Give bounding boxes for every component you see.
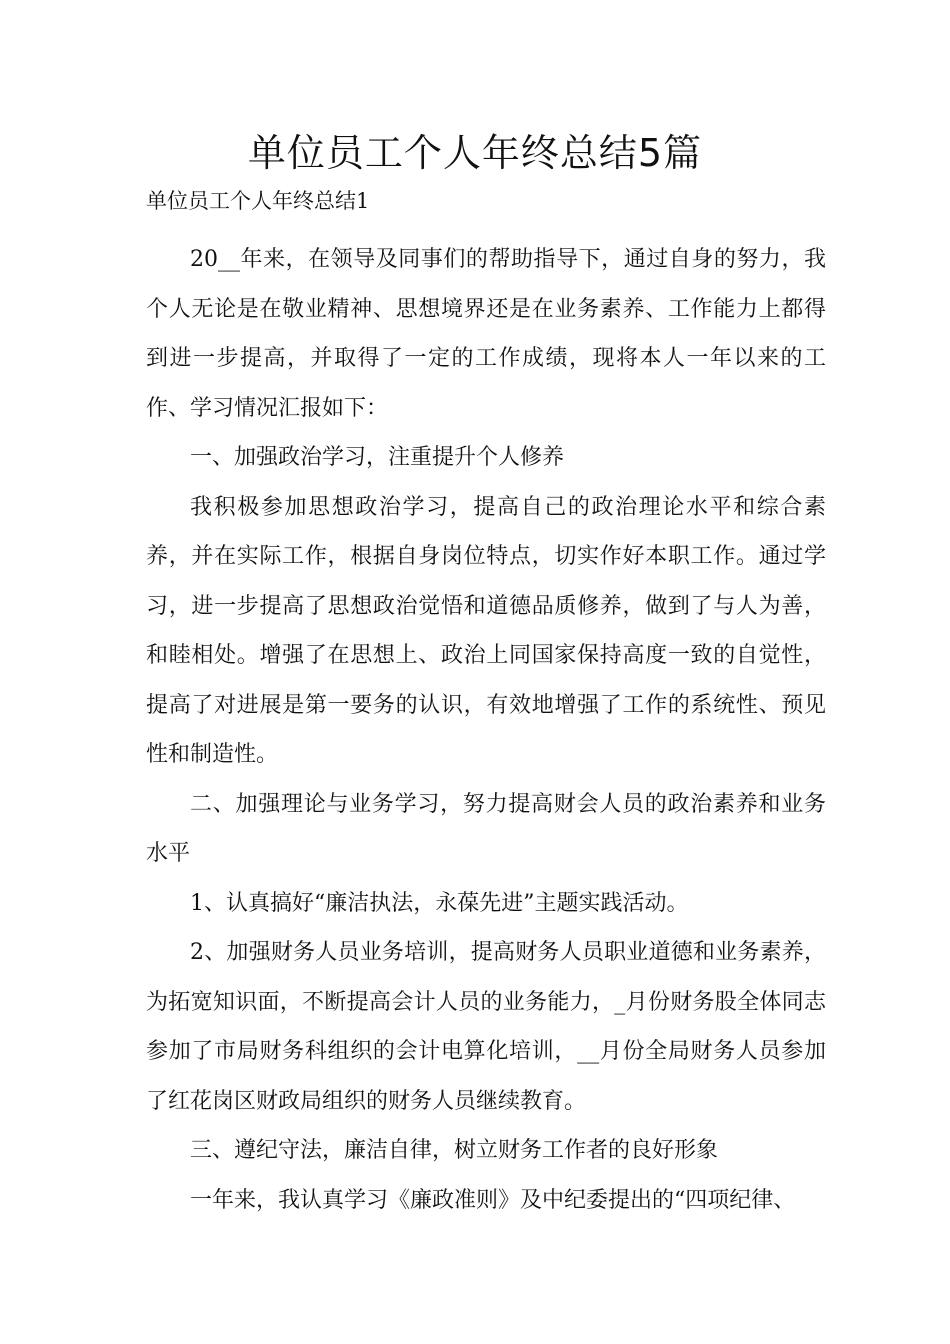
document-title: 单位员工个人年终总结5篇 (247, 131, 703, 175)
section-heading-1: 一、加强政治学习，注重提升个人修养 (190, 445, 565, 470)
section-paragraph-1: 我积极参加思想政治学习，提高自己的政治理论水平和综合素养，并在实际工作，根据自身岗位特点，切实作好本职工作。通过学习，进一步提高了思想政治觉悟和道德品质修养，做到了与人为善，和睦相处。增强了在思想上、政治上同国家保持高度一致的自觉性，提高了对进展是第一要务的认识，有效地增强了工作的系统性、预见性和制造性。 (146, 494, 826, 767)
section-heading-2: 二、加强理论与业务学习，努力提高财会人员的政治素养和业务水平 (146, 791, 826, 866)
document-body (146, 235, 826, 1225)
document-subtitle: 单位员工个人年终总结1 (146, 189, 370, 213)
section-heading-3: 三、遵纪守法，廉洁自律，树立财务工作者的良好形象 (190, 1138, 719, 1163)
intro-paragraph: 20__年来，在领导及同事们的帮助指导下，通过自身的努力，我个人无论是在敬业精神、思想境界还是在业务素养、工作能力上都得到进一步提高，并取得了一定的工作成绩，现将本人一年以来的工作、学习情况汇报如下： (146, 247, 826, 421)
section-paragraph-3: 一年来，我认真学习《廉政准则》及中纪委提出的“四项纪律、 (190, 1187, 796, 1213)
list-item-2: 2、加强财务人员业务培训，提高财务人员职业道德和业务素养，为拓宽知识面，不断提高会计人员的业务能力，_月份财务股全体同志参加了市局财务科组织的会计电算化培训，__月份全局财务人员参加了红花岗区财政局组织的财务人员继续教育。 (146, 940, 826, 1114)
list-item-1: 1、认真搞好“廉洁执法，永葆先进”主题实践活动。 (190, 890, 689, 916)
